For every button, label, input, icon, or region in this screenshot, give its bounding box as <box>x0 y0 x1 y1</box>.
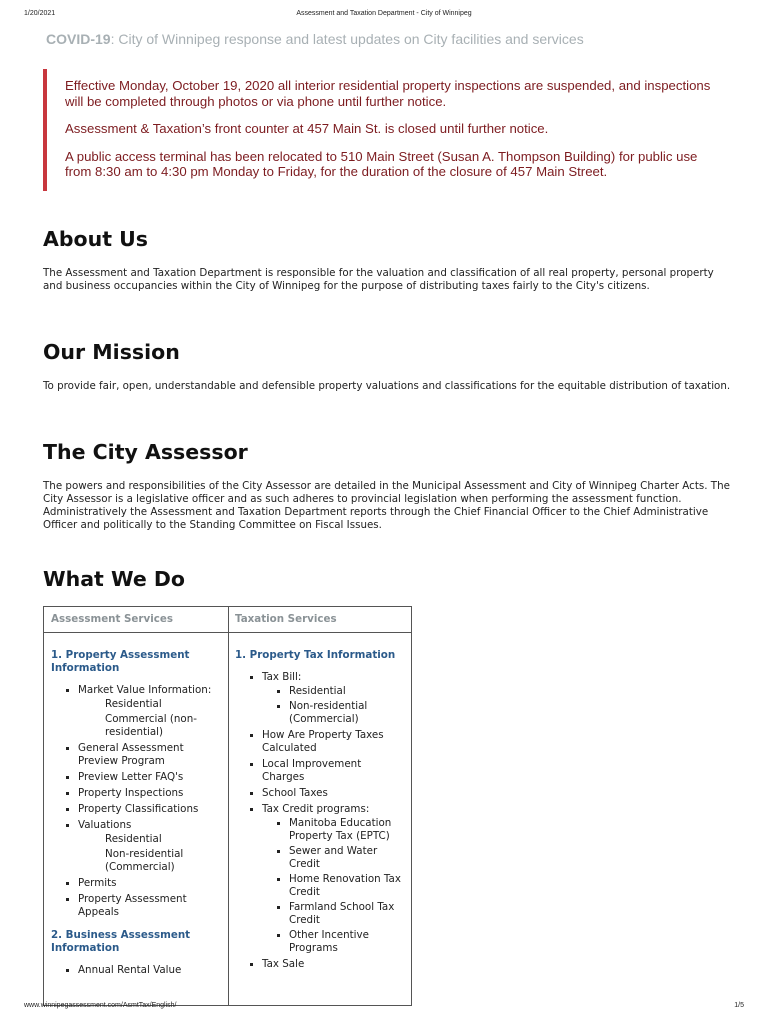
preview-program-link[interactable]: General Assessment Preview Program <box>51 742 222 768</box>
list-item[interactable] <box>235 803 405 955</box>
tax-bill-residential-link[interactable]: Residential <box>289 685 405 698</box>
list-item[interactable] <box>51 684 222 739</box>
valuation-nonresidential-link[interactable]: Non-residential (Commercial) <box>105 848 184 873</box>
appeals-link[interactable]: Property Assessment Appeals <box>51 893 222 919</box>
business-assessment-link[interactable]: 2. Business Assessment Information <box>51 929 191 954</box>
notice-alert <box>43 69 713 191</box>
covid-label[interactable]: COVID-19 <box>46 31 111 47</box>
taxes-calculated-link[interactable]: How Are Property Taxes Calculated <box>235 729 405 755</box>
about-heading: About Us <box>43 227 149 251</box>
mission-text: To provide fair, open, understandable and defensible property valuations and classifications for the equitable distribution of taxation. <box>43 380 731 392</box>
property-tax-link[interactable]: 1. Property Tax Information <box>235 649 396 661</box>
residential-link[interactable]: Residential <box>105 698 162 710</box>
print-header <box>24 10 744 20</box>
tax-bill-nonresidential-link[interactable]: Non-residential (Commercial) <box>289 700 405 726</box>
about-text: The Assessment and Taxation Department is responsible for the valuation and classification of all real property, personal property and business occupancies within the City of Winnipeg for the purpose of distributing taxes fairly to the City's citizens. <box>43 267 714 292</box>
tax-credit-link[interactable]: Tax Credit programs: <box>262 803 370 815</box>
what-heading: What We Do <box>43 567 185 591</box>
permits-link[interactable]: Permits <box>51 877 222 890</box>
inspections-link[interactable]: Property Inspections <box>51 787 222 800</box>
rental-value-link[interactable]: Annual Rental Value <box>51 964 222 977</box>
taxation-column <box>228 607 411 1005</box>
property-assessment-link[interactable]: 1. Property Assessment Information <box>51 649 190 674</box>
alert-inspections: Effective Monday, October 19, 2020 all interior residential property inspections are suspended, and inspections will be completed through photos or via phone until further notice. <box>65 78 711 109</box>
eptc-link[interactable]: Manitoba Education Property Tax (EPTC) <box>289 817 405 843</box>
covid-banner[interactable] <box>46 31 584 47</box>
valuations-link[interactable]: Valuations <box>78 819 132 831</box>
incentive-programs-link[interactable]: Other Incentive Programs <box>289 929 405 955</box>
commercial-link[interactable]: Commercial (non-residential) <box>105 713 197 738</box>
school-taxes-link[interactable]: School Taxes <box>235 787 405 800</box>
market-value-link[interactable]: Market Value Information: <box>78 684 212 696</box>
farmland-credit-link[interactable]: Farmland School Tax Credit <box>289 901 405 927</box>
assessor-heading: The City Assessor <box>43 440 248 464</box>
assessment-header: Assessment Services <box>44 607 228 633</box>
tax-bill-link[interactable]: Tax Bill: <box>262 671 302 683</box>
local-improvement-link[interactable]: Local Improvement Charges <box>235 758 405 784</box>
home-renovation-link[interactable]: Home Renovation Tax Credit <box>289 873 405 899</box>
alert-terminal: A public access terminal has been relocated to 510 Main Street (Susan A. Thompson Building) for public use from 8:30 am to 4:30 pm Monday to Friday, for the duration of the closure of 457 Main Street. <box>65 148 698 179</box>
sewer-credit-link[interactable]: Sewer and Water Credit <box>289 845 405 871</box>
assessor-text: The powers and responsibilities of the City Assessor are detailed in the Municipal Assessment and City of Winnipeg Charter Acts. The City Assessor is a legislative officer and as such adheres to provincial legislation when performing the assessment function. Administratively the Assessment and Taxation Department reports through the Chief Financial Officer to the Chief Administrative Officer and politically to the Standing Committee on Fiscal Issues. <box>43 480 730 531</box>
print-page-number: 1/5 <box>734 1002 744 1009</box>
print-url: www.winnipegassessment.com/AsmtTax/English/ <box>24 1002 177 1009</box>
tax-sale-link[interactable]: Tax Sale <box>235 958 405 971</box>
alert-front-counter: Assessment & Taxation’s front counter at 457 Main St. is closed until further notice. <box>65 121 549 136</box>
list-item[interactable] <box>235 671 405 726</box>
taxation-header: Taxation Services <box>228 607 411 633</box>
print-date: 1/20/2021 <box>24 10 56 17</box>
valuation-residential-link[interactable]: Residential <box>105 833 162 845</box>
covid-text[interactable]: : City of Winnipeg response and latest updates on City facilities and services <box>110 31 584 47</box>
classifications-link[interactable]: Property Classifications <box>51 803 222 816</box>
print-footer <box>24 1002 744 1012</box>
services-table <box>43 606 412 1006</box>
list-item[interactable] <box>51 819 222 874</box>
mission-heading: Our Mission <box>43 340 180 364</box>
print-title: Assessment and Taxation Department - City of Winnipeg <box>296 10 472 17</box>
preview-faq-link[interactable]: Preview Letter FAQ's <box>51 771 222 784</box>
assessment-column <box>44 607 229 1005</box>
